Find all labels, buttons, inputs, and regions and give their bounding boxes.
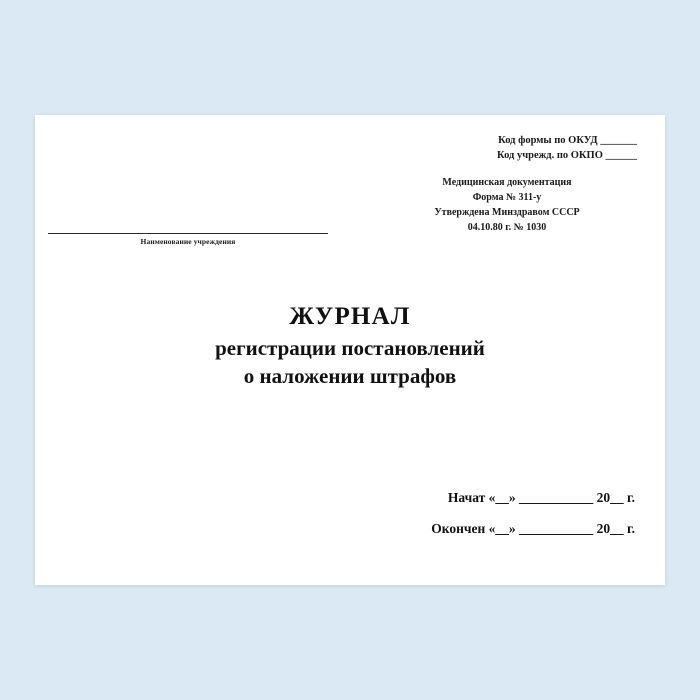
title-line-2: регистрации постановлений [215,335,485,360]
meddoc-line-3: Утверждена Минздравом СССР [434,207,580,218]
institution-name-field [48,233,328,246]
institution-name-rule [48,233,328,234]
end-date-line: Окончен «__» ___________ 20__ г. [431,521,635,537]
date-fields-block [431,482,635,545]
form-codes-block [497,133,637,163]
meddoc-line-1: Медицинская документация [442,177,572,188]
meddoc-line-4: 04.10.80 г. № 1030 [467,222,547,233]
document-page [35,115,665,585]
medical-document-block [377,175,637,235]
okpo-code-line: Код учрежд. по ОКПО ______ [497,150,637,162]
start-date-line: Начат «__» ___________ 20__ г. [447,489,635,505]
okud-code-line: Код формы по ОКУД _______ [498,135,637,146]
title-line-3: о наложении штрафов [243,364,457,389]
meddoc-line-2: Форма № 311-у [472,192,542,203]
document-title [35,300,665,390]
title-line-1: ЖУРНАЛ [289,303,411,330]
institution-name-caption: Наименование учреждения [140,237,236,246]
